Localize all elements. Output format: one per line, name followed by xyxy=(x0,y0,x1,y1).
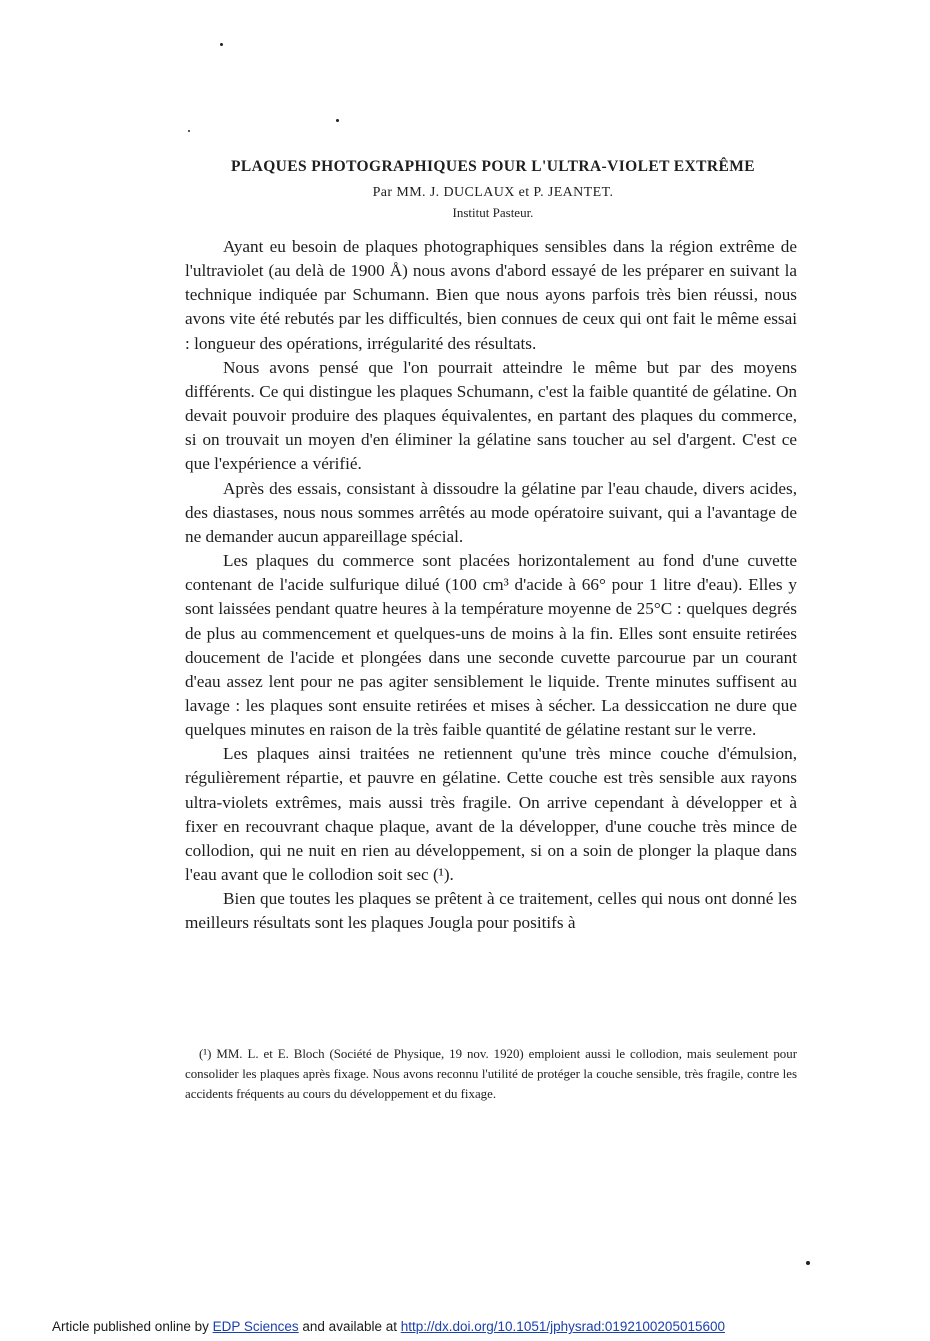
article-body xyxy=(185,235,797,936)
article-affiliation: Institut Pasteur. xyxy=(452,205,534,220)
footer-middle: and available at xyxy=(298,1319,401,1334)
footer-prefix: Article published online by xyxy=(52,1319,213,1334)
body-paragraph: Bien que toutes les plaques se prêtent à ce traitement, celles qui nous ont donné les meilleurs résultats sont les plaques Jougla pour positifs à xyxy=(185,889,797,933)
footnote-text: (¹) MM. L. et E. Bloch (Société de Physique, 19 nov. 1920) emploient aussi le collodion, mais seulement pour consolider les plaques après fixage. Nous avons reconnu l'utilité de protéger la couche sensible, très fragile, contre les accidents fréquents au cours du développement et du fixage. xyxy=(185,1047,797,1101)
body-paragraph: Après des essais, consistant à dissoudre la gélatine par l'eau chaude, divers acides, des diastases, nous nous sommes arrêtés au mode opératoire suivant, qui a l'avantage de ne demander aucun appareillage spécial. xyxy=(185,478,797,546)
publication-footer xyxy=(52,1319,725,1334)
body-paragraph: Les plaques ainsi traitées ne retiennent qu'une très mince couche d'émulsion, régulièrement répartie, et pauvre en gélatine. Cette couche est très sensible aux rayons ultra-violets extrêmes, mais aussi très fragile. On arrive cependant à développer et à fixer en recouvrant chaque plaque, avant de la développer, d'une couche très mince de collodion, qui ne nuit en rien au développement, si on a soin de plonger la plaque dans l'eau avant que le collodion soit sec (¹). xyxy=(185,744,797,885)
body-paragraph: Nous avons pensé que l'on pourrait atteindre le même but par des moyens différents. Ce qui distingue les plaques Schumann, c'est la faible quantité de gélatine. On devait pouvoir produire des plaques équivalentes, en partant des plaques du commerce, si on trouvait un moyen d'en éliminer la gélatine sans toucher au sel d'argent. C'est ce que l'expérience a vérifié. xyxy=(185,357,797,474)
body-paragraph: Les plaques du commerce sont placées horizontalement au fond d'une cuvette contenant de l'acide sulfurique dilué (100 cm³ d'acide à 66° pour 1 litre d'eau). Elles y sont laissées pendant quatre heures à la température moyenne de 25°C : quelques degrés de plus au commencement et quelques-uns de moins à la fin. Elles sont ensuite retirées doucement de l'acide et plongées dans une seconde cuvette parcourue par un courant d'eau assez lent pour ne pas agiter sensiblement le liquide. Trente minutes suffisent au lavage : les plaques sont ensuite retirées et mises à sécher. La dessiccation ne dure que quelques minutes en raison de la très faible quantité de gélatine restant sur le verre. xyxy=(185,551,797,740)
scan-speck xyxy=(188,130,190,132)
doi-link[interactable]: http://dx.doi.org/10.1051/jphysrad:0192100205015600 xyxy=(400,1319,725,1334)
scan-speck xyxy=(220,43,223,46)
article-title: PLAQUES PHOTOGRAPHIQUES POUR L'ULTRA-VIOLET EXTRÊME xyxy=(231,158,755,175)
body-paragraph: Ayant eu besoin de plaques photographiques sensibles dans la région extrême de l'ultraviolet (au delà de 1900 Å) nous avons d'abord essayé de les préparer en suivant la technique indiquée par Schumann. Bien que nous ayons parfois très bien réussi, nous avons vite été rebutés par les difficultés, bien connues de ceux qui ont fait le même essai : longueur des opérations, irrégularité des résultats. xyxy=(185,237,797,353)
article-authors: Par MM. J. DUCLAUX et P. JEANTET. xyxy=(372,185,614,200)
footnote xyxy=(185,1044,797,1104)
scan-speck xyxy=(336,119,339,122)
publisher-link[interactable]: EDP Sciences xyxy=(212,1319,299,1334)
scan-speck xyxy=(806,1261,810,1265)
